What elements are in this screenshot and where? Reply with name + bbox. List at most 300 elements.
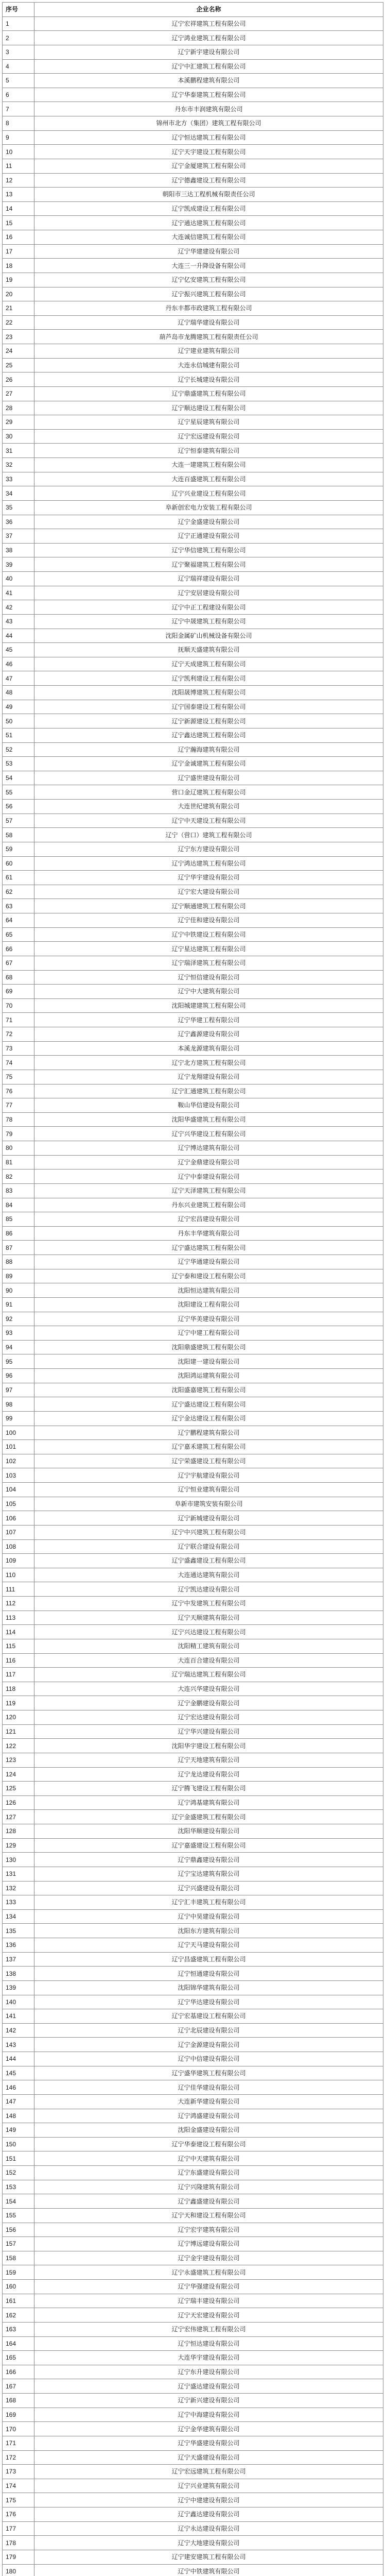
row-serial-number: 41 <box>3 586 34 600</box>
row-serial-number: 15 <box>3 216 34 230</box>
row-serial-number: 121 <box>3 1724 34 1739</box>
table-row <box>3 1241 383 1255</box>
table-row <box>3 2394 383 2408</box>
row-enterprise-name: 辽宁中建工程有限公司 <box>34 1326 383 1341</box>
row-enterprise-name: 大连一建建筑工程有限公司 <box>34 458 383 472</box>
table-row <box>3 2280 383 2294</box>
row-enterprise-name: 辽宁天顺建筑有限公司 <box>34 1611 383 1625</box>
row-serial-number: 117 <box>3 1668 34 1682</box>
row-serial-number: 174 <box>3 2479 34 2493</box>
row-enterprise-name: 辽宁天盛建设有限公司 <box>34 2450 383 2465</box>
row-enterprise-name: 抚顺天盛建筑有限公司 <box>34 643 383 657</box>
row-enterprise-name: 辽宁瑞丰建设有限公司 <box>34 2294 383 2308</box>
row-enterprise-name: 大连三一升降设备有限公司 <box>34 259 383 273</box>
table-row <box>3 1582 383 1597</box>
row-serial-number: 126 <box>3 1795 34 1810</box>
row-enterprise-name: 辽宁龙翔建设有限公司 <box>34 1070 383 1084</box>
table-row <box>3 301 383 316</box>
row-serial-number: 88 <box>3 1255 34 1269</box>
row-enterprise-name: 辽宁兴盛建设有限公司 <box>34 1881 383 1895</box>
table-row <box>3 1354 383 1369</box>
row-enterprise-name: 沈阳恒达建筑有限公司 <box>34 1283 383 1298</box>
row-enterprise-name: 辽宁鑫源建设有限公司 <box>34 1027 383 1042</box>
header-enterprise-name: 企业名称 <box>34 3 383 17</box>
table-row <box>3 1810 383 1824</box>
row-enterprise-name: 辽宁华兴建设有限公司 <box>34 1724 383 1739</box>
row-serial-number: 106 <box>3 1511 34 1526</box>
row-serial-number: 76 <box>3 1084 34 1098</box>
row-enterprise-name: 辽宁金厦建筑工程有限公司 <box>34 159 383 173</box>
table-row <box>3 800 383 814</box>
row-enterprise-name: 辽宁东盛建设有限公司 <box>34 2166 383 2180</box>
row-enterprise-name: 辽宁宏昌建设有限公司 <box>34 1212 383 1227</box>
row-enterprise-name: 辽宁华达建设有限公司 <box>34 1995 383 2009</box>
row-enterprise-name: 辽宁中晟建筑工程有限公司 <box>34 614 383 629</box>
row-enterprise-name: 辽宁博达建筑有限公司 <box>34 1141 383 1156</box>
table-row <box>3 1283 383 1298</box>
row-serial-number: 118 <box>3 1682 34 1696</box>
row-serial-number: 14 <box>3 201 34 216</box>
table-row <box>3 2379 383 2394</box>
row-serial-number: 29 <box>3 415 34 430</box>
row-enterprise-name: 辽宁正通建设有限公司 <box>34 529 383 544</box>
row-serial-number: 111 <box>3 1582 34 1597</box>
table-row <box>3 970 383 985</box>
row-serial-number: 33 <box>3 472 34 486</box>
table-row <box>3 998 383 1013</box>
table-row <box>3 88 383 102</box>
row-serial-number: 98 <box>3 1397 34 1412</box>
table-row <box>3 273 383 287</box>
row-enterprise-name: 辽宁中海建设有限公司 <box>34 2408 383 2422</box>
table-row <box>3 2137 383 2151</box>
row-enterprise-name: 辽宁金盛建设有限公司 <box>34 515 383 529</box>
row-serial-number: 30 <box>3 429 34 444</box>
row-enterprise-name: 辽宁鑫盛建设有限公司 <box>34 2194 383 2209</box>
row-enterprise-name: 辽宁兴业建设工程有限公司 <box>34 486 383 501</box>
row-serial-number: 55 <box>3 785 34 800</box>
table-row <box>3 1753 383 1767</box>
row-enterprise-name: 辽宁中铁建设工程有限公司 <box>34 927 383 942</box>
table-row <box>3 1198 383 1212</box>
table-row <box>3 130 383 145</box>
row-enterprise-name: 辽宁长城建设有限公司 <box>34 372 383 387</box>
table-row <box>3 1938 383 1953</box>
table-row <box>3 2493 383 2507</box>
row-serial-number: 72 <box>3 1027 34 1042</box>
row-enterprise-name: 辽宁顺通建筑工程有限公司 <box>34 899 383 913</box>
table-row <box>3 1625 383 1639</box>
row-enterprise-name: 辽宁天和建设工程有限公司 <box>34 2208 383 2223</box>
row-serial-number: 47 <box>3 671 34 686</box>
row-serial-number: 133 <box>3 1895 34 1910</box>
row-serial-number: 152 <box>3 2166 34 2180</box>
row-serial-number: 139 <box>3 1980 34 1995</box>
table-row <box>3 814 383 828</box>
table-row <box>3 771 383 785</box>
row-serial-number: 59 <box>3 842 34 856</box>
row-enterprise-name: 辽宁瑞泽建筑工程有限公司 <box>34 956 383 970</box>
row-enterprise-name: 辽宁盛达建设有限公司 <box>34 2379 383 2394</box>
row-enterprise-name: 辽宁华美建设有限公司 <box>34 1312 383 1326</box>
row-serial-number: 107 <box>3 1525 34 1539</box>
row-serial-number: 83 <box>3 1183 34 1198</box>
row-serial-number: 79 <box>3 1127 34 1141</box>
row-enterprise-name: 辽宁建安建筑工程有限公司 <box>34 2550 383 2564</box>
row-enterprise-name: 大连华宇建设有限公司 <box>34 2351 383 2365</box>
table-row <box>3 899 383 913</box>
row-serial-number: 27 <box>3 386 34 401</box>
table-row <box>3 1098 383 1113</box>
table-row <box>3 1782 383 1796</box>
row-serial-number: 160 <box>3 2280 34 2294</box>
row-serial-number: 12 <box>3 173 34 188</box>
row-enterprise-name: 沈阳华顺建设有限公司 <box>34 1824 383 1839</box>
row-serial-number: 35 <box>3 500 34 515</box>
row-serial-number: 172 <box>3 2450 34 2465</box>
row-enterprise-name: 辽宁嘉禾建筑工程有限公司 <box>34 1440 383 1454</box>
table-row <box>3 1397 383 1412</box>
row-serial-number: 11 <box>3 159 34 173</box>
row-serial-number: 138 <box>3 1967 34 1981</box>
table-row <box>3 2066 383 2080</box>
row-enterprise-name: 营口金辽建筑工程有限公司 <box>34 785 383 800</box>
table-row <box>3 1838 383 1853</box>
row-enterprise-name: 辽宁华盛建设有限公司 <box>34 2436 383 2450</box>
row-serial-number: 63 <box>3 899 34 913</box>
row-enterprise-name: 辽宁金达建设工程有限公司 <box>34 1411 383 1426</box>
table-row <box>3 686 383 700</box>
row-serial-number: 2 <box>3 31 34 45</box>
row-serial-number: 136 <box>3 1938 34 1953</box>
row-enterprise-name: 辽宁宏基建设工程有限公司 <box>34 2009 383 2024</box>
row-enterprise-name: 辽宁（营口）建筑工程有限公司 <box>34 828 383 842</box>
table-row <box>3 1183 383 1198</box>
row-enterprise-name: 辽宁天马建设有限公司 <box>34 1938 383 1953</box>
row-enterprise-name: 辽宁国泰建设工程有限公司 <box>34 700 383 714</box>
table-row <box>3 600 383 615</box>
row-enterprise-name: 辽宁龙达建设有限公司 <box>34 1767 383 1782</box>
table-row <box>3 1853 383 1867</box>
row-enterprise-name: 沈阳金盛建设有限公司 <box>34 2123 383 2138</box>
table-row <box>3 529 383 544</box>
row-serial-number: 129 <box>3 1838 34 1853</box>
row-enterprise-name: 丹东市丰润建筑有限公司 <box>34 102 383 116</box>
row-enterprise-name: 辽宁建业建筑有限公司 <box>34 344 383 359</box>
row-serial-number: 91 <box>3 1297 34 1312</box>
row-enterprise-name: 辽宁泰和建设工程有限公司 <box>34 1269 383 1283</box>
table-row <box>3 1824 383 1839</box>
table-row <box>3 1369 383 1383</box>
row-serial-number: 166 <box>3 2365 34 2379</box>
row-serial-number: 66 <box>3 942 34 956</box>
row-serial-number: 48 <box>3 686 34 700</box>
row-enterprise-name: 大连百盛建筑工程有限公司 <box>34 472 383 486</box>
row-serial-number: 28 <box>3 401 34 415</box>
row-enterprise-name: 沈阳华宇建设工程有限公司 <box>34 1739 383 1753</box>
row-serial-number: 100 <box>3 1426 34 1440</box>
row-serial-number: 153 <box>3 2180 34 2194</box>
row-serial-number: 120 <box>3 1710 34 1725</box>
table-row <box>3 102 383 116</box>
row-serial-number: 156 <box>3 2223 34 2237</box>
table-row <box>3 828 383 842</box>
row-serial-number: 3 <box>3 45 34 59</box>
table-row <box>3 1255 383 1269</box>
row-serial-number: 147 <box>3 2094 34 2109</box>
row-serial-number: 85 <box>3 1212 34 1227</box>
row-enterprise-name: 沈阳东方建筑有限公司 <box>34 1924 383 1938</box>
row-serial-number: 163 <box>3 2322 34 2336</box>
row-enterprise-name: 辽宁中发建筑工程有限公司 <box>34 1597 383 1611</box>
row-serial-number: 9 <box>3 130 34 145</box>
row-enterprise-name: 辽宁中昊建设有限公司 <box>34 1909 383 1924</box>
row-serial-number: 8 <box>3 116 34 131</box>
row-serial-number: 49 <box>3 700 34 714</box>
table-row <box>3 1070 383 1084</box>
table-row <box>3 2564 383 2576</box>
row-serial-number: 110 <box>3 1568 34 1582</box>
table-row <box>3 1739 383 1753</box>
table-row <box>3 1895 383 1910</box>
row-enterprise-name: 阜新创宏电力安装工程有限公司 <box>34 500 383 515</box>
row-enterprise-name: 辽宁东升建设有限公司 <box>34 2365 383 2379</box>
row-enterprise-name: 辽宁盛达建设工程有限公司 <box>34 1397 383 1412</box>
table-row <box>3 1696 383 1710</box>
row-enterprise-name: 辽宁瑞达建筑工程有限公司 <box>34 1668 383 1682</box>
row-serial-number: 164 <box>3 2336 34 2351</box>
row-serial-number: 114 <box>3 1625 34 1639</box>
row-enterprise-name: 辽宁鸿盛建设有限公司 <box>34 2109 383 2123</box>
table-row <box>3 2351 383 2365</box>
table-row <box>3 2536 383 2550</box>
table-row <box>3 159 383 173</box>
row-enterprise-name: 辽宁天地建筑有限公司 <box>34 1753 383 1767</box>
table-row <box>3 714 383 728</box>
row-serial-number: 90 <box>3 1283 34 1298</box>
row-serial-number: 146 <box>3 2080 34 2095</box>
row-enterprise-name: 辽宁星辰建筑有限公司 <box>34 415 383 430</box>
row-serial-number: 176 <box>3 2507 34 2522</box>
row-serial-number: 43 <box>3 614 34 629</box>
row-serial-number: 6 <box>3 88 34 102</box>
row-enterprise-name: 辽宁华强建设有限公司 <box>34 2280 383 2294</box>
row-enterprise-name: 辽宁大地建设有限公司 <box>34 2536 383 2550</box>
table-row <box>3 614 383 629</box>
row-serial-number: 62 <box>3 885 34 899</box>
row-serial-number: 42 <box>3 600 34 615</box>
table-row <box>3 1013 383 1027</box>
table-row <box>3 2408 383 2422</box>
row-serial-number: 137 <box>3 1952 34 1967</box>
row-serial-number: 112 <box>3 1597 34 1611</box>
table-row <box>3 1710 383 1725</box>
table-row <box>3 45 383 59</box>
row-serial-number: 113 <box>3 1611 34 1625</box>
row-serial-number: 24 <box>3 344 34 359</box>
row-serial-number: 45 <box>3 643 34 657</box>
row-serial-number: 167 <box>3 2379 34 2394</box>
row-enterprise-name: 辽宁宏达建设有限公司 <box>34 1710 383 1725</box>
table-row <box>3 871 383 885</box>
table-row <box>3 1411 383 1426</box>
row-serial-number: 109 <box>3 1554 34 1568</box>
row-enterprise-name: 辽宁金鼎建设有限公司 <box>34 1155 383 1170</box>
row-serial-number: 23 <box>3 330 34 344</box>
table-row <box>3 1525 383 1539</box>
row-serial-number: 71 <box>3 1013 34 1027</box>
table-row <box>3 116 383 131</box>
row-serial-number: 61 <box>3 871 34 885</box>
row-serial-number: 134 <box>3 1909 34 1924</box>
table-row <box>3 2550 383 2564</box>
table-row <box>3 1724 383 1739</box>
row-enterprise-name: 辽宁中铁建筑有限公司 <box>34 2564 383 2576</box>
row-serial-number: 7 <box>3 102 34 116</box>
table-header-row <box>3 3 383 17</box>
row-enterprise-name: 辽宁凯达建设有限公司 <box>34 1582 383 1597</box>
row-enterprise-name: 辽宁鑫达建筑工程有限公司 <box>34 728 383 742</box>
row-serial-number: 65 <box>3 927 34 942</box>
row-enterprise-name: 辽宁中兴建筑工程有限公司 <box>34 1525 383 1539</box>
row-enterprise-name: 沈阳华盛建筑工程有限公司 <box>34 1112 383 1127</box>
table-row <box>3 1881 383 1895</box>
table-row <box>3 1668 383 1682</box>
row-enterprise-name: 辽宁鑫达建设有限公司 <box>34 2507 383 2522</box>
row-enterprise-name: 辽宁中建建设有限公司 <box>34 2493 383 2507</box>
row-enterprise-name: 大连兴华建设有限公司 <box>34 1682 383 1696</box>
row-enterprise-name: 沈阳城建建筑工程有限公司 <box>34 998 383 1013</box>
row-serial-number: 74 <box>3 1056 34 1070</box>
table-row <box>3 444 383 458</box>
table-row <box>3 1426 383 1440</box>
row-enterprise-name: 辽宁凯成建设工程有限公司 <box>34 201 383 216</box>
table-row <box>3 1795 383 1810</box>
table-row <box>3 2109 383 2123</box>
row-serial-number: 178 <box>3 2536 34 2550</box>
row-enterprise-name: 辽宁盛世建设有限公司 <box>34 771 383 785</box>
row-serial-number: 168 <box>3 2394 34 2408</box>
row-enterprise-name: 辽宁新源建设工程有限公司 <box>34 714 383 728</box>
row-enterprise-name: 辽宁中正工程建设有限公司 <box>34 600 383 615</box>
row-enterprise-name: 辽宁德鑫建设工程有限公司 <box>34 173 383 188</box>
row-serial-number: 154 <box>3 2194 34 2209</box>
table-row <box>3 2436 383 2450</box>
row-serial-number: 151 <box>3 2151 34 2166</box>
row-enterprise-name: 辽宁宏宇建筑有限公司 <box>34 2223 383 2237</box>
row-serial-number: 162 <box>3 2308 34 2323</box>
row-serial-number: 143 <box>3 2038 34 2052</box>
table-row <box>3 1483 383 1497</box>
table-row <box>3 1980 383 1995</box>
row-serial-number: 50 <box>3 714 34 728</box>
row-serial-number: 171 <box>3 2436 34 2450</box>
row-serial-number: 46 <box>3 657 34 671</box>
table-row <box>3 543 383 557</box>
header-serial-number: 序号 <box>3 3 34 17</box>
row-enterprise-name: 辽宁中天建筑有限公司 <box>34 2151 383 2166</box>
table-row <box>3 1041 383 1056</box>
table-row <box>3 1952 383 1967</box>
table-row <box>3 1497 383 1511</box>
row-enterprise-name: 鞍山华信建设有限公司 <box>34 1098 383 1113</box>
table-row <box>3 344 383 359</box>
row-enterprise-name: 辽宁华通建设有限公司 <box>34 1255 383 1269</box>
row-enterprise-name: 辽宁恒达建筑工程有限公司 <box>34 130 383 145</box>
row-enterprise-name: 辽宁华建建设有限公司 <box>34 244 383 259</box>
row-enterprise-name: 辽宁汇通建筑工程有限公司 <box>34 1084 383 1098</box>
row-enterprise-name: 丹东丰都市政建筑工程有限公司 <box>34 301 383 316</box>
table-body <box>3 16 383 2576</box>
row-enterprise-name: 辽宁博远建设有限公司 <box>34 2237 383 2251</box>
row-serial-number: 51 <box>3 728 34 742</box>
row-enterprise-name: 沈阳盛嘉建筑工程有限公司 <box>34 1383 383 1397</box>
row-enterprise-name: 辽宁宝达建筑有限公司 <box>34 1867 383 1881</box>
row-serial-number: 84 <box>3 1198 34 1212</box>
row-serial-number: 128 <box>3 1824 34 1839</box>
table-row <box>3 1297 383 1312</box>
row-enterprise-name: 辽宁宏远建筑工程有限公司 <box>34 2465 383 2479</box>
row-enterprise-name: 辽宁安居建设有限公司 <box>34 586 383 600</box>
row-enterprise-name: 沈阳晟博建筑工程有限公司 <box>34 686 383 700</box>
row-serial-number: 180 <box>3 2564 34 2576</box>
table-row <box>3 643 383 657</box>
row-enterprise-name: 辽宁金诚建筑工程有限公司 <box>34 757 383 771</box>
table-row <box>3 1127 383 1141</box>
table-row <box>3 1170 383 1184</box>
row-serial-number: 18 <box>3 259 34 273</box>
row-enterprise-name: 辽宁振兴建筑工程有限公司 <box>34 287 383 301</box>
row-enterprise-name: 辽宁中大建筑有限公司 <box>34 985 383 999</box>
row-enterprise-name: 辽宁顺达建设工程有限公司 <box>34 401 383 415</box>
row-serial-number: 94 <box>3 1340 34 1354</box>
row-enterprise-name: 辽宁瑞华建设有限公司 <box>34 315 383 330</box>
row-serial-number: 175 <box>3 2493 34 2507</box>
row-enterprise-name: 辽宁中信建设有限公司 <box>34 2052 383 2066</box>
row-serial-number: 64 <box>3 913 34 928</box>
row-serial-number: 78 <box>3 1112 34 1127</box>
table-row <box>3 1226 383 1241</box>
table-row <box>3 2151 383 2166</box>
row-enterprise-name: 辽宁鸿业建筑工程有限公司 <box>34 31 383 45</box>
row-serial-number: 169 <box>3 2408 34 2422</box>
row-enterprise-name: 辽宁宇航建设有限公司 <box>34 1468 383 1483</box>
row-serial-number: 145 <box>3 2066 34 2080</box>
table-row <box>3 2180 383 2194</box>
row-enterprise-name: 沈阳锦华建筑有限公司 <box>34 1980 383 1995</box>
row-enterprise-name: 辽宁新兴建设有限公司 <box>34 2394 383 2408</box>
table-row <box>3 2223 383 2237</box>
table-row <box>3 515 383 529</box>
table-row <box>3 657 383 671</box>
table-row <box>3 1653 383 1668</box>
table-row <box>3 2365 383 2379</box>
row-enterprise-name: 辽宁凯利建设工程有限公司 <box>34 671 383 686</box>
row-enterprise-name: 辽宁宏伟建筑工程有限公司 <box>34 2322 383 2336</box>
table-row <box>3 2265 383 2280</box>
row-enterprise-name: 辽宁恒信建设有限公司 <box>34 970 383 985</box>
table-row <box>3 201 383 216</box>
row-serial-number: 173 <box>3 2465 34 2479</box>
row-serial-number: 177 <box>3 2521 34 2536</box>
row-serial-number: 81 <box>3 1155 34 1170</box>
table-row <box>3 2123 383 2138</box>
row-enterprise-name: 辽宁汇丰建筑工程有限公司 <box>34 1895 383 1910</box>
row-serial-number: 37 <box>3 529 34 544</box>
row-enterprise-name: 大连百合建设有限公司 <box>34 1653 383 1668</box>
row-serial-number: 58 <box>3 828 34 842</box>
row-enterprise-name: 辽宁宏远建设有限公司 <box>34 429 383 444</box>
